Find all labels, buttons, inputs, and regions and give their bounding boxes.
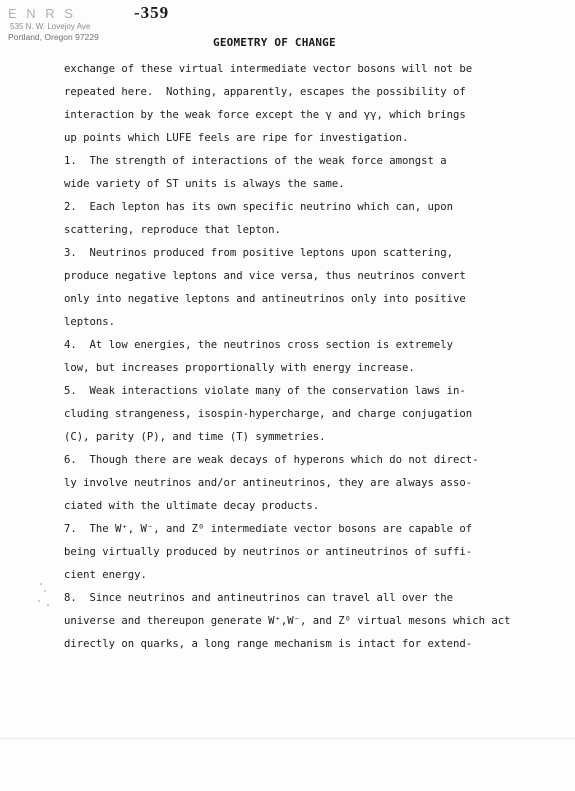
stamp-name: E N R S <box>8 6 76 21</box>
text-line: 6. Though there are weak decays of hyperons which do not direct- <box>64 454 479 466</box>
text-line: directly on quarks, a long range mechanism is intact for extend- <box>64 638 473 650</box>
stamp-city: Portland, Oregon 97229 <box>8 32 99 42</box>
text-line: exchange of these virtual intermediate vector bosons will not be <box>64 63 473 75</box>
text-line: leptons. <box>64 316 116 328</box>
text-line: 4. At low energies, the neutrinos cross section is extremely <box>64 339 454 351</box>
text-line: 7. The W⁺, W⁻, and Z⁰ intermediate vector bosons are capable of <box>64 523 473 535</box>
text-line: interaction by the weak force except the γ and γγ, which brings <box>64 109 466 121</box>
page-title: GEOMETRY OF CHANGE <box>213 36 336 49</box>
scan-speck <box>40 583 42 585</box>
scan-speck <box>44 590 46 592</box>
text-line: being virtually produced by neutrinos or antineutrinos of suffi- <box>64 546 473 558</box>
scan-speck <box>38 600 40 602</box>
text-line: cient energy. <box>64 569 147 581</box>
text-line: up points which LUFE feels are ripe for investigation. <box>64 132 409 144</box>
scan-edge <box>0 738 575 739</box>
text-line: 5. Weak interactions violate many of the conservation laws in- <box>64 385 466 397</box>
text-line: scattering, reproduce that lepton. <box>64 224 281 236</box>
text-line: 2. Each lepton has its own specific neutrino which can, upon <box>64 201 454 213</box>
text-line: (C), parity (P), and time (T) symmetries. <box>64 431 326 443</box>
address-stamp <box>8 6 148 43</box>
text-line: ciated with the ultimate decay products. <box>64 500 320 512</box>
text-line: ly involve neutrinos and/or antineutrinos, they are always asso- <box>64 477 473 489</box>
text-line: universe and thereupon generate W⁺,W⁻, and Z⁰ virtual mesons which act <box>64 615 511 627</box>
stamp-street: 535 N. W. Lovejoy Ave <box>10 22 91 31</box>
text-line: 3. Neutrinos produced from positive leptons upon scattering, <box>64 247 454 259</box>
text-line: wide variety of ST units is always the same. <box>64 178 345 190</box>
text-line: only into negative leptons and antineutrinos only into positive <box>64 293 466 305</box>
body-text <box>64 58 514 656</box>
text-line: 8. Since neutrinos and antineutrinos can travel all over the <box>64 592 454 604</box>
text-line: cluding strangeness, isospin-hypercharge, and charge conjugation <box>64 408 473 420</box>
handwritten-page-number: -359 <box>134 3 170 22</box>
text-line: repeated here. Nothing, apparently, escapes the possibility of <box>64 86 466 98</box>
text-line: low, but increases proportionally with energy increase. <box>64 362 415 374</box>
scan-speck <box>47 604 49 606</box>
text-line: 1. The strength of interactions of the weak force amongst a <box>64 155 447 167</box>
text-line: produce negative leptons and vice versa, thus neutrinos convert <box>64 270 466 282</box>
